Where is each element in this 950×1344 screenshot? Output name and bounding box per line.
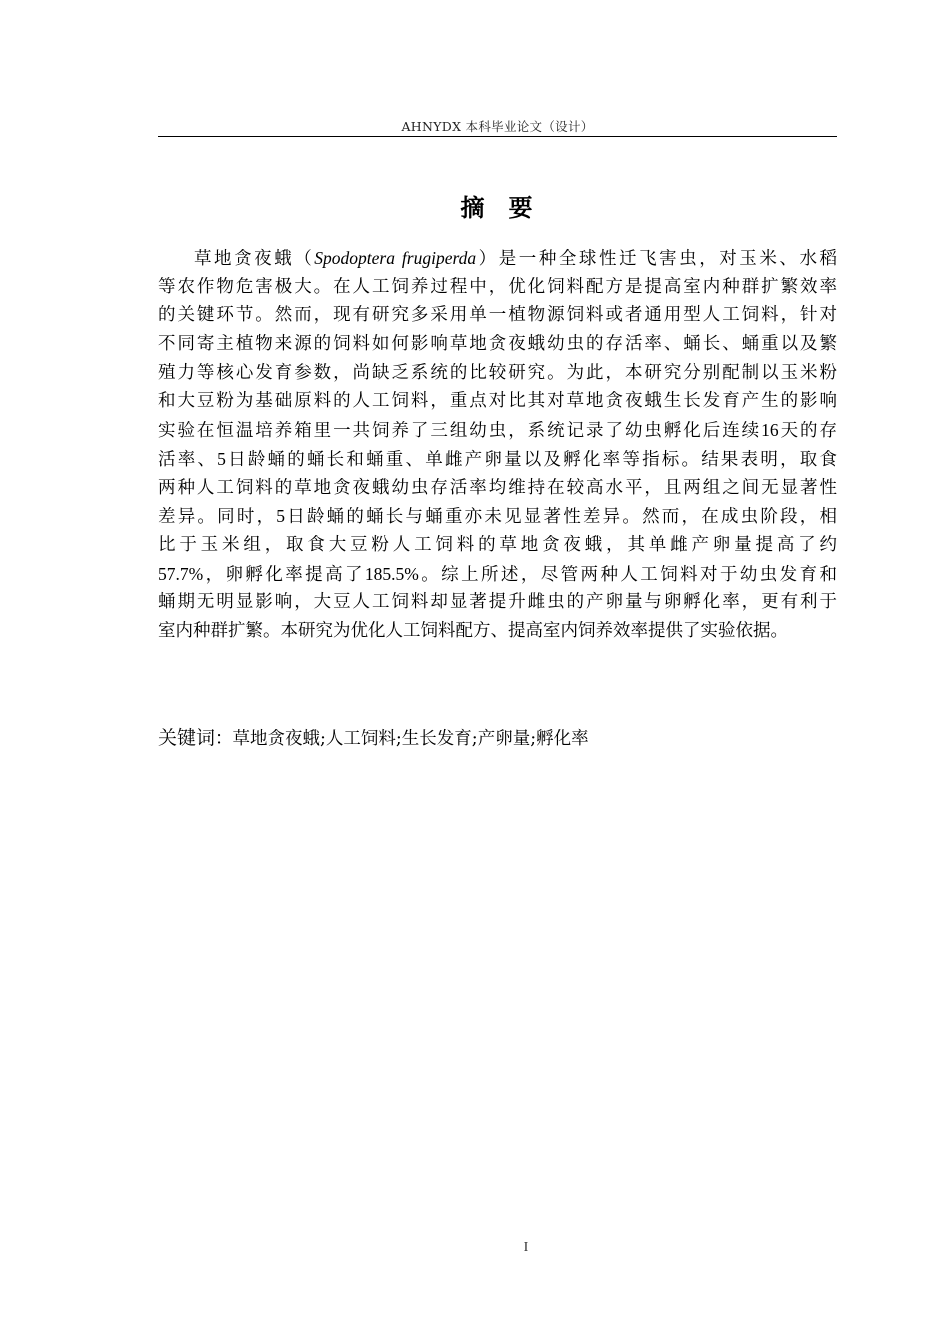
abstract-line: 蛹期无明显影响，大豆人工饲料却显著提升雌虫的产卵量与卵孵化率，更有利于 <box>158 592 837 613</box>
abstract-line <box>158 502 837 531</box>
text-run: 天的存 <box>778 421 838 442</box>
keywords-label: 关键词 <box>158 727 216 749</box>
running-header: AHNYDX 本科毕业论文（设计） <box>401 119 594 134</box>
text-run: 活率、 <box>158 449 218 470</box>
abstract-body <box>158 244 837 646</box>
abstract-line: 室内种群扩繁。本研究为优化人工饲料配方、提高室内饲养效率提供了实验依据。 <box>158 620 788 641</box>
abstract-line: 殖力等核心发育参数，尚缺乏系统的比较研究。为此，本研究分别配制以玉米粉 <box>158 362 837 383</box>
text-run: ）是一种全球性迁飞害虫，对玉米、水稻 <box>476 249 838 269</box>
text-run: 日龄蛹的蛹长与蛹重亦未见显著性差异。然而，在成虫阶段，相 <box>285 507 837 528</box>
text-run: 实验在恒温培养箱里一共饲养了三组幼虫，系统记录了幼虫孵化后连续 <box>158 421 762 442</box>
abstract-line: 和大豆粉为基础原料的人工饲料，重点对比其对草地贪夜蛾生长发育产生的影响 <box>158 391 837 412</box>
abstract-line: 不同寄主植物来源的饲料如何影响草地贪夜蛾幼虫的存活率、蛹长、蛹重以及繁 <box>158 334 837 355</box>
text-run: 日龄蛹的蛹长和蛹重、单雌产卵量以及孵化率等指标。结果表明，取食 <box>225 449 837 470</box>
header-rule <box>158 136 837 137</box>
abstract-line <box>158 445 837 474</box>
abstract-line <box>158 560 837 589</box>
abstract-line: 的关键环节。然而，现有研究多采用单一植物源饲料或者通用型人工饲料，针对 <box>158 305 837 326</box>
abstract-line: 比于玉米组，取食大豆粉人工饲料的草地贪夜蛾，其单雌产卵量提高了约 <box>158 534 837 555</box>
abstract-line: 等农作物危害极大。在人工饲养过程中，优化饲料配方是提高室内种群扩繁效率 <box>158 276 837 297</box>
species-name: Spodoptera frugiperda <box>314 248 477 268</box>
number: 185.5% <box>364 563 419 584</box>
number: 5 <box>276 506 286 527</box>
keywords <box>158 724 837 753</box>
number: 16 <box>761 420 779 441</box>
text-run: ，卵孵化率提高了 <box>203 564 365 585</box>
number: 5 <box>217 448 226 469</box>
abstract-line: 两种人工饲料的草地贪夜蛾幼虫存活率均维持在较高水平，且两组之间无显著性 <box>158 477 837 498</box>
abstract-title <box>158 188 837 223</box>
keywords-colon: ： <box>215 729 233 749</box>
text-run: 差异。同时， <box>158 507 277 528</box>
number: 57.7% <box>158 563 204 584</box>
text-run: 草地贪夜蛾（ <box>194 249 315 269</box>
title-char-1: 摘 <box>460 194 487 222</box>
abstract-line <box>158 416 837 445</box>
title-char-2: 要 <box>508 194 535 222</box>
text-run: 。综上所述，尽管两种人工饲料对于幼虫发育和 <box>418 564 837 585</box>
abstract-line <box>158 244 837 273</box>
keywords-list: 草地贪夜蛾;人工饲料;生长发育;产卵量;孵化率 <box>232 729 589 749</box>
page-number: I <box>523 1240 529 1255</box>
